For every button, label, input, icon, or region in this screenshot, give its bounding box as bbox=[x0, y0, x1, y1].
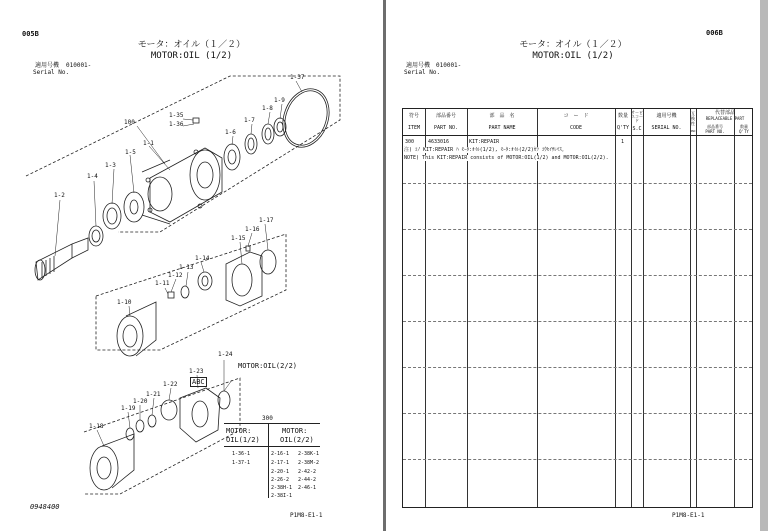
header-qty-en: Q'TY bbox=[616, 125, 630, 131]
header-serial-jp: 適用号機 bbox=[656, 113, 677, 119]
kit-item: 2-26-2 bbox=[271, 477, 290, 483]
header-rep-part-no-jp: 部品番号 bbox=[707, 124, 723, 129]
kit-box-top-line bbox=[224, 423, 320, 424]
callout-1-1: 1-1 bbox=[143, 140, 154, 147]
header-item-en: ITEM bbox=[407, 125, 421, 131]
note-en: NOTE) This KIT:REPAIR consists of MOTOR:OIL(1/2) and MOTOR:OIL(2/2). bbox=[404, 155, 609, 161]
callout-1-36: 1-36 bbox=[169, 121, 184, 128]
kit-box-header-line bbox=[224, 446, 320, 447]
header-item-jp: 符号 bbox=[408, 113, 419, 119]
header-qty-jp: 数量 bbox=[617, 113, 628, 119]
callout-1-15: 1-15 bbox=[231, 235, 246, 242]
page-code: 005B bbox=[22, 30, 39, 38]
callout-1-7: 1-7 bbox=[244, 117, 255, 124]
header-part-no-en: PART NO. bbox=[433, 125, 459, 131]
kit-item: 2-46-1 bbox=[298, 485, 317, 491]
row-qty: 1 bbox=[621, 139, 625, 145]
note-jp: 注) ｺﾉ KIT:REPAIR ﾊ ﾓｰﾀ:ｵｲﾙ(1/2), ﾓｰﾀ:ｵｲﾙ(2/2)ｶﾗ ｺｳｾｲｻﾚﾏｽ。 bbox=[404, 147, 567, 153]
callout-1-20: 1-20 bbox=[133, 398, 148, 405]
kit-item: 1-36-1 bbox=[232, 451, 251, 457]
left-page bbox=[0, 0, 383, 531]
callout-1-12: 1-12 bbox=[168, 272, 183, 279]
callout-1-19: 1-19 bbox=[121, 405, 136, 412]
serial-label-jp: 適用号機 bbox=[35, 62, 60, 69]
header-sc-jp: サービスコード bbox=[631, 110, 643, 123]
serial-label-en: Serial No. bbox=[404, 69, 441, 76]
header-replaceable-jp: 代替部品 bbox=[714, 110, 735, 116]
callout-1-22: 1-22 bbox=[163, 381, 178, 388]
header-replaceable-en: REPLACEABLE PART bbox=[705, 116, 745, 121]
serial-label-en: Serial No. bbox=[33, 69, 70, 76]
callout-1-23: 1-23 bbox=[189, 368, 204, 375]
kit-col2-label-1: MOTOR: bbox=[282, 427, 308, 435]
callout-1-17: 1-17 bbox=[259, 217, 274, 224]
kit-item: 2-16-1 bbox=[271, 451, 290, 457]
right-page bbox=[386, 0, 760, 531]
callout-1-5: 1-5 bbox=[125, 149, 136, 156]
header-part-name-en: PART NAME bbox=[488, 125, 516, 131]
callout-1-16: 1-16 bbox=[245, 226, 260, 233]
page-title-jp: モータ：オイル（１／２） bbox=[137, 40, 246, 50]
callout-1-21: 1-21 bbox=[146, 391, 161, 398]
row-item: 300 bbox=[405, 139, 415, 145]
callout-100: 100 bbox=[124, 119, 135, 126]
kit-item: 2-44-2 bbox=[298, 477, 317, 483]
callout-1-24: 1-24 bbox=[218, 351, 233, 358]
page-code: 006B bbox=[706, 29, 723, 37]
callout-1-10: 1-10 bbox=[117, 299, 132, 306]
callout-1-9: 1-9 bbox=[274, 97, 285, 104]
page-footer: P1M8-E1-1 bbox=[290, 512, 323, 519]
header-interchange-jp: 互換性 bbox=[691, 111, 695, 126]
kit-item: 1-37-1 bbox=[232, 460, 251, 466]
serial-label-jp: 適用号機 bbox=[406, 62, 431, 69]
header-interchange-en: INC bbox=[690, 129, 696, 133]
drawing-number: 0948400 bbox=[30, 503, 60, 511]
kit-item: 2-38H-1 bbox=[271, 485, 293, 491]
kit-col1-label-2: OIL(1/2) bbox=[226, 436, 260, 444]
kit-box-divider bbox=[268, 423, 269, 498]
page-footer: P1M8-E1-1 bbox=[672, 512, 705, 519]
callout-1-6: 1-6 bbox=[225, 129, 236, 136]
header-rep-part-no-en: PART NO. bbox=[705, 129, 725, 134]
kit-item: 2-38I-1 bbox=[271, 493, 293, 499]
serial-value: 010001- bbox=[66, 62, 92, 69]
serial-value: 010001- bbox=[436, 62, 462, 69]
callout-1-37: 1-37 bbox=[290, 74, 305, 81]
kit-item: 2-42-2 bbox=[298, 469, 317, 475]
callout-1-3: 1-3 bbox=[105, 162, 116, 169]
header-code-en: CODE bbox=[569, 125, 583, 131]
callout-1-13: 1-13 bbox=[179, 264, 194, 271]
kit-item: 2-38K-1 bbox=[298, 451, 320, 457]
callout-1-14: 1-14 bbox=[195, 255, 210, 262]
header-part-name-jp: 部 品 名 bbox=[489, 113, 515, 119]
kit-col1-label-1: MOTOR: bbox=[226, 427, 252, 435]
page-title-jp: モータ：オイル（１／２） bbox=[519, 40, 627, 50]
row-part-name: KIT:REPAIR bbox=[469, 139, 500, 145]
header-rep-qty-jp: 数量 bbox=[740, 124, 748, 129]
callout-1-11: 1-11 bbox=[155, 280, 170, 287]
abc-label: ABC bbox=[192, 378, 205, 386]
callout-1-4: 1-4 bbox=[87, 173, 98, 180]
callout-1-35: 1-35 bbox=[169, 112, 184, 119]
header-part-no-jp: 部品番号 bbox=[435, 113, 456, 119]
kit-col2-label-2: OIL(2/2) bbox=[280, 436, 314, 444]
kit-item: 2-20-1 bbox=[271, 469, 290, 475]
motor-oil-2-2-label: MOTOR:OIL(2/2) bbox=[238, 362, 298, 370]
parts-table bbox=[402, 108, 753, 508]
page-title-en: MOTOR:OIL (1/2) bbox=[150, 51, 233, 61]
header-sc-en: S.C bbox=[632, 126, 642, 132]
header-serial-en: SERIAL NO. bbox=[651, 125, 682, 131]
kit-item: 2-38M-2 bbox=[298, 460, 320, 466]
kit-item: 2-17-1 bbox=[271, 460, 290, 466]
callout-1-18: 1-18 bbox=[89, 423, 104, 430]
callout-1-8: 1-8 bbox=[262, 105, 273, 112]
header-rep-qty-en: Q'TY bbox=[739, 129, 749, 134]
page-title-en: MOTOR:OIL (1/2) bbox=[532, 51, 614, 61]
header-code-jp: コ ー ド bbox=[563, 113, 589, 119]
row-part-no: 4633016 bbox=[428, 139, 450, 145]
callout-1-2: 1-2 bbox=[54, 192, 65, 199]
kit-number: 300 bbox=[262, 415, 273, 422]
